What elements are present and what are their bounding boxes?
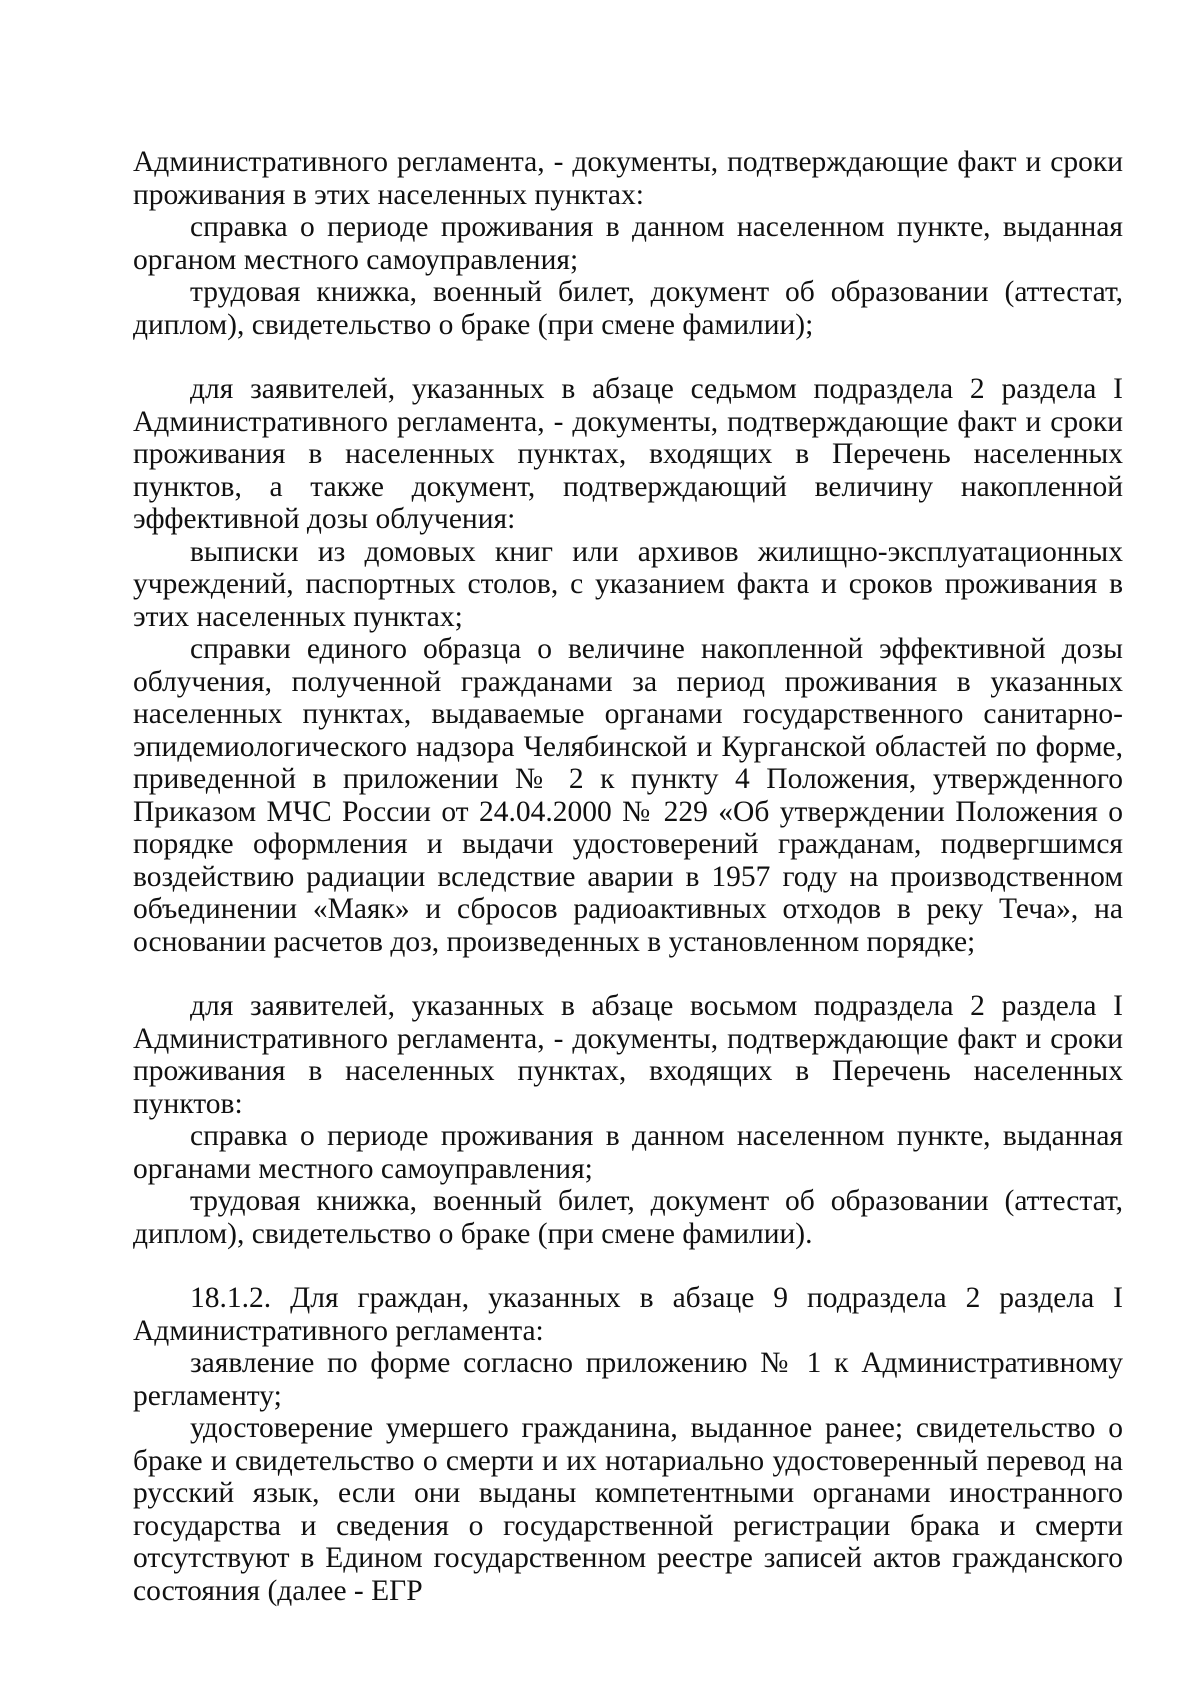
paragraph-eighth-clause-applicants: для заявителей, указанных в абзаце восьмом подраздела 2 раздела I Административного регламента, - документы, подтверждающие факт и сроки проживания в населенных пунктах, входящих в Перечень населенных пунктов: [133,990,1123,1120]
paragraph-work-book: трудовая книжка, военный билет, документ об образовании (аттестат, диплом), свидетельство о браке (при смене фамилии); [133,276,1123,341]
paragraph-house-book-extracts: выписки из домовых книг или архивов жилищно-эксплуатационных учреждений, паспортных столов, с указанием факта и сроков проживания в этих населенных пунктах; [133,535,1123,633]
paragraph-dose-certificates: справки единого образца о величине накопленной эффективной дозы облучения, полученной гражданами за период проживания в указанных населенных пунктах, выдаваемые органами государственного санитарно-эпидемиологического надзора Челябинской и Курганской областей по форме, приведенной в приложении № 2 к пункту 4 Положения, утвержденного Приказом МЧС России от 24.04.2000 № 229 «Об утверждении Положения о порядке оформления и выдачи удостоверений гражданам, подвергшимся воздействию радиации вследствие аварии в 1957 году на производственном объединении «Маяк» и сбросов радиоактивных отходов в реку Теча», на основании расчетов доз, произведенных в установленном порядке; [133,633,1123,958]
paragraph-residence-certificate: справка о периоде проживания в данном населенном пункте, выданная органом местного самоуправления; [133,211,1123,276]
paragraph-seventh-clause-applicants: для заявителей, указанных в абзаце седьмом подраздела 2 раздела I Административного регламента, - документы, подтверждающие факт и сроки проживания в населенных пунктах, входящих в Перечень населенных пунктов, а также документ, подтверждающий величину накопленной эффективной дозы облучения: [133,373,1123,535]
paragraph-deceased-certificate: удостоверение умершего гражданина, выданное ранее; свидетельство о браке и свидетельство о смерти и их нотариально удостоверенный перевод на русский язык, если они выданы компетентными органами иностранного государства и сведения о государственной регистрации брака и смерти отсутствуют в Едином государственном реестре записей актов гражданского состояния (далее - ЕГР [133,1412,1123,1607]
paragraph-application-form: заявление по форме согласно приложению № 1 к Административному регламенту; [133,1347,1123,1412]
paragraph-residence-certificate-2: справка о периоде проживания в данном населенном пункте, выданная органами местного самоуправления; [133,1120,1123,1185]
document-body [133,146,1123,1607]
paragraph-continuation: Административного регламента, - документы, подтверждающие факт и сроки проживания в этих населенных пунктах: [133,146,1123,211]
paragraph-work-book-2: трудовая книжка, военный билет, документ об образовании (аттестат, диплом), свидетельство о браке (при смене фамилии). [133,1185,1123,1250]
paragraph-section-18-1-2: 18.1.2. Для граждан, указанных в абзаце 9 подраздела 2 раздела I Административного регламента: [133,1282,1123,1347]
